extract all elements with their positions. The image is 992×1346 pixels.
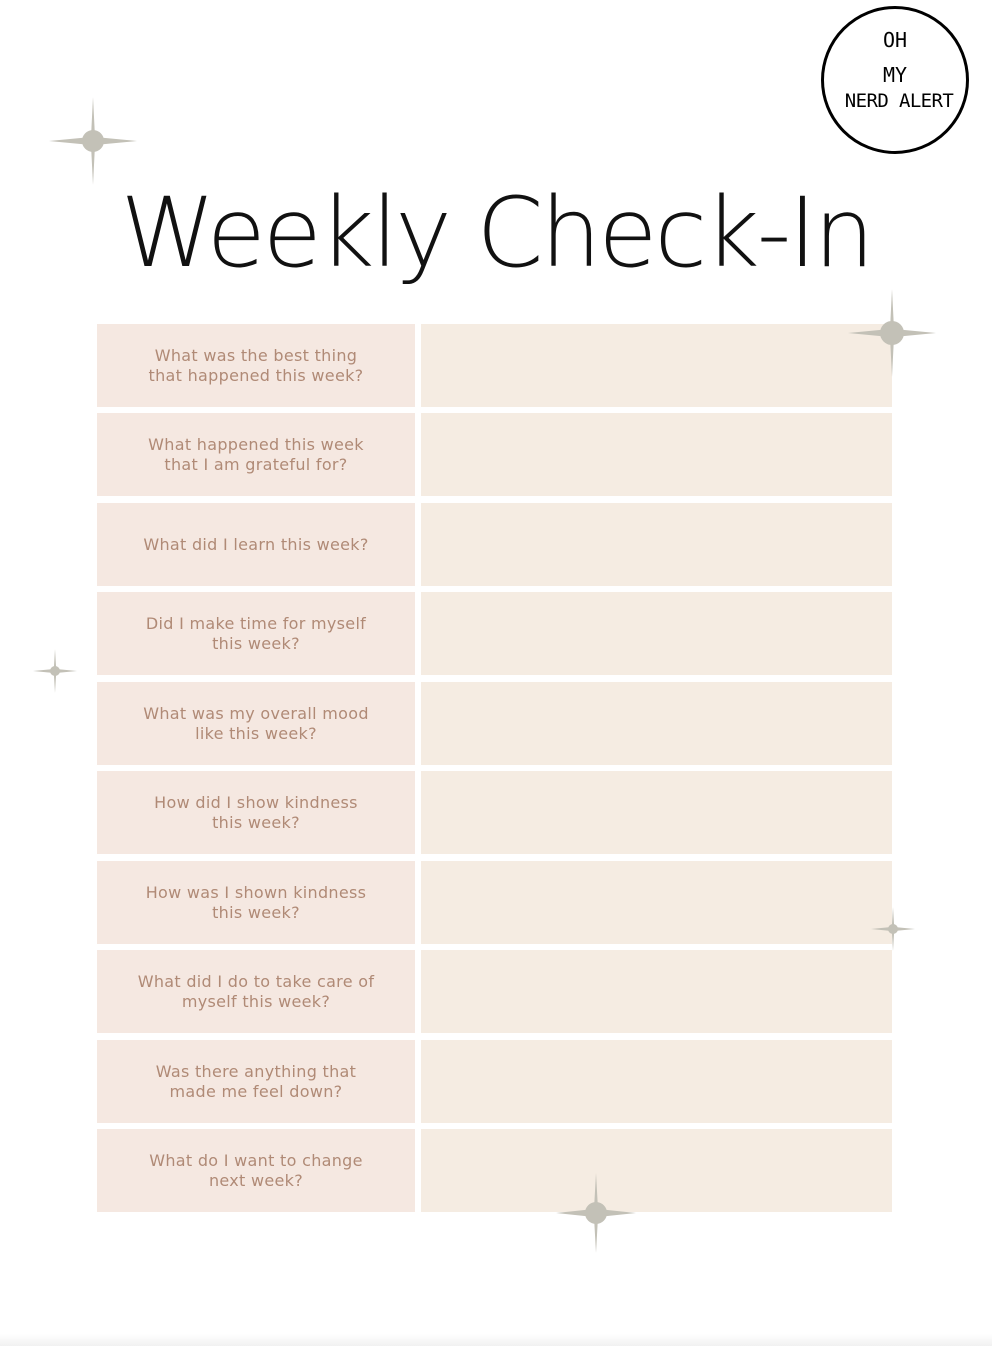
- answer-cell[interactable]: [421, 592, 892, 675]
- table-row: [97, 592, 892, 675]
- table-row: [97, 682, 892, 765]
- oh-my-nerd-alert-logo: [821, 6, 969, 154]
- question-cell: [97, 503, 415, 586]
- table-row: [97, 324, 892, 407]
- page-edge-shadow: [0, 1334, 992, 1346]
- table-row: [97, 1040, 892, 1123]
- question-text: How was I shown kindness this week?: [145, 882, 367, 922]
- answer-cell[interactable]: [421, 861, 892, 944]
- question-text: What did I learn this week?: [143, 534, 369, 554]
- logo-line-1: OH: [882, 28, 908, 52]
- question-text: What do I want to change next week?: [149, 1150, 363, 1190]
- question-cell: [97, 950, 415, 1033]
- question-cell: [97, 1129, 415, 1212]
- answer-cell[interactable]: [421, 324, 892, 407]
- four-point-star-icon: [871, 907, 915, 951]
- four-point-star-icon: [847, 288, 937, 378]
- answer-cell[interactable]: [421, 950, 892, 1033]
- logo-line-3: NERD ALERT: [844, 90, 954, 112]
- answer-cell[interactable]: [421, 413, 892, 496]
- question-text: How did I show kindness this week?: [154, 792, 358, 832]
- logo-line-2: MY: [882, 63, 908, 87]
- question-text: Did I make time for myself this week?: [145, 613, 367, 653]
- four-point-star-icon: [48, 96, 138, 186]
- table-row: [97, 503, 892, 586]
- question-text: What happened this week that I am grateful for?: [148, 434, 364, 474]
- question-cell: [97, 682, 415, 765]
- page-title: Weekly Check-In: [120, 177, 872, 289]
- table-row: [97, 1129, 892, 1212]
- four-point-star-icon: [555, 1172, 637, 1254]
- answer-cell[interactable]: [421, 682, 892, 765]
- question-cell: [97, 861, 415, 944]
- answer-cell[interactable]: [421, 1040, 892, 1123]
- four-point-star-icon: [33, 649, 77, 693]
- question-text: Was there anything that made me feel down?: [155, 1061, 357, 1101]
- question-cell: [97, 413, 415, 496]
- table-row: [97, 861, 892, 944]
- answer-cell[interactable]: [421, 503, 892, 586]
- question-cell: [97, 771, 415, 854]
- table-row: [97, 950, 892, 1033]
- question-cell: [97, 324, 415, 407]
- question-cell: [97, 592, 415, 675]
- question-text: What was the best thing that happened this week?: [148, 345, 364, 385]
- answer-cell[interactable]: [421, 771, 892, 854]
- question-text: What did I do to take care of myself this week?: [137, 971, 375, 1011]
- question-cell: [97, 1040, 415, 1123]
- table-row: [97, 413, 892, 496]
- question-text: What was my overall mood like this week?: [143, 703, 369, 743]
- answer-cell[interactable]: [421, 1129, 892, 1212]
- table-row: [97, 771, 892, 854]
